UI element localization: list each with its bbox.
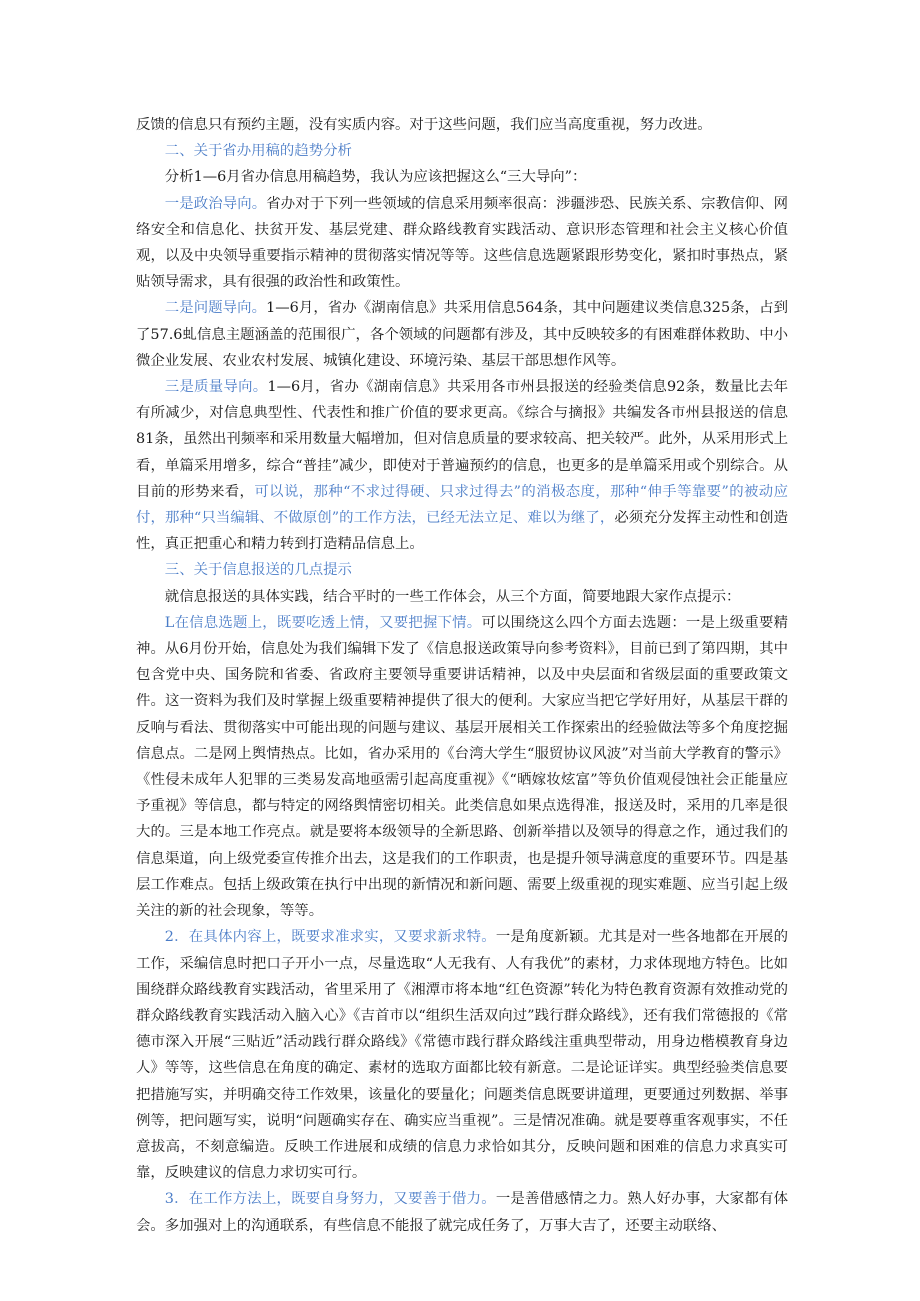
document-body [136,112,788,1239]
section-heading-3: 三、关于信息报送的几点提示 [164,562,352,579]
paragraph-tips-intro: 就信息报送的具体实践，结合平时的一些工作体会，从三个方面，简要地跟大家作点提示： [164,588,741,605]
paragraph-problem-orientation [136,295,788,374]
paragraph-tip-3 [136,1186,788,1238]
body-political: 省办对于下列一些领域的信息采用频率很高：涉疆涉恐、民族关系、宗教信仰、网络安全和信息化、扶贫开发、基层党建、群众路线教育实践活动、意识形态管理和社会主义核心价值观，以及中央领导重要指示精神的贯彻落实情况等等。这些信息选题紧跟形势变化，紧扣时事热点，紧贴领导需求，具有很强的政治性和政策性。 [136,195,788,291]
highlight-quality: 可以说，那种“不求过得硬、只求过得去”的消极态度，那种“伸手等靠要”的被动应付，那种“只当编辑、不做原创”的工作方法，已经无法立足、难以为继了， [136,483,788,527]
lead-problem: 二是问题导向。 [164,300,267,317]
lead-tip-1: L在信息选题上，既要吃透上情，又要把握下情。 [164,614,482,631]
paragraph-trend-intro: 分析1—6月省办信息用稿趋势，我认为应该把握这么“三大导向”： [164,169,587,186]
paragraph-political-orientation [136,191,788,296]
paragraph-tip-2 [136,924,788,1186]
lead-tip-2: 2．在具体内容上，既要求准求实，又要求新求特。 [164,929,496,946]
lead-tip-3: 3．在工作方法上，既要自身努力，又要善于借力。 [164,1191,496,1208]
body-problem: 1—6月，省办《湖南信息》共采用信息564条，其中问题建议类信息325条，占到了57.6虬信息主题涵盖的范围很广，各个领域的问题都有涉及，其中反映较多的有困难群体救助、中小微企业发展、农业农村发展、城镇化建设、环境污染、基层干部思想作风等。 [136,300,788,369]
section-heading-2: 二、关于省办用稿的趋势分析 [164,143,352,160]
body-tip-3: 一是善借感情之力。熟人好办事，大家都有体会。多加强对上的沟通联系，有些信息不能报了就完成任务了，万事大吉了，还要主动联络、 [136,1191,788,1234]
lead-political: 一是政治导向。 [164,195,267,212]
paragraph-continuation: 反馈的信息只有预约主题，没有实质内容。对于这些问题，我们应当高度重视，努力改进。 [136,117,712,133]
paragraph-tip-1 [136,610,788,924]
lead-quality: 三是质量导向。 [164,379,268,396]
body-quality-1: 1—6月，省办《湖南信息》共采用各市州县报送的经验类信息92条，数量比去年有所减少，对信息典型性、代表性和推广价值的要求更高。《综合与摘报》共编发各市州县报送的信息81条，虽然出刊频率和采用数量大幅增加，但对信息质量的要求较高、把关较严。此外，从采用形式上看，单篇采用增多，综合“普挂”减少，即使对于普遍预约的信息，也更多的是单篇采用或个别综合。从目前的形势来看， [136,379,788,500]
body-quality-2: 必须充分发挥主动性和创造性，真正把重心和精力转到打造精品信息上。 [136,510,788,553]
body-tip-1: 可以围绕这么四个方面去选题：一是上级重要精神。从6月份开始，信息处为我们编辑下发了《信息报送政策导向参考资料》，目前已到了第四期，其中包含党中央、国务院和省委、省政府主要领导重要讲话精神，以及中央层面和省级层面的重要政策文件。这一资料为我们及时掌握上级重要精神提供了很大的便利。大家应当把它学好用好，从基层干群的反响与看法、贯彻落实中可能出现的问题与建议、基层开展相关工作探索出的经验做法等多个角度挖掘信息点。二是网上舆情热点。比如，省办采用的《台湾大学生“服贸协议风波”对当前大学教育的警示》《性侵未成年人犯罪的三类易发高地亟需引起高度重视》《“晒嫁妆炫富”等负价值观侵蚀社会正能量应予重视》等信息，都与特定的网络舆情密切相关。此类信息如果点选得准，报送及时，采用的几率是很大的。三是本地工作亮点。就是要将本级领导的全新思路、创新举措以及领导的得意之作，通过我们的信息渠道，向上级党委宣传推介出去，这是我们的工作职责，也是提升领导满意度的重要环节。四是基层工作难点。包括上级政策在执行中出现的新情况和新问题、需要上级重视的现实难题、应当引起上级关注的新的社会现象，等等。 [136,614,788,920]
paragraph-quality-orientation [136,374,788,557]
body-tip-2: 一是角度新颖。尤其是对一些各地都在开展的工作，采编信息时把口子开小一点，尽量选取“人无我有、人有我优”的素材，力求体现地方特色。比如围绕群众路线教育实践活动，省里采用了《湘潭市将本地“红色资源”转化为特色教育资源有效推动党的群众路线教育实践活动入脑入心》《吉首市以“组织生活双向过”践行群众路线》，还有我们常德报的《常德市深入开展“三贴近”活动践行群众路线》《常德市践行群众路线注重典型带动，用身边楷模教育身边人》等等，这些信息在角度的确定、素材的选取方面都比较有新意。二是论证详实。典型经验类信息要把措施写实，并明确交待工作效果，该量化的要量化；问题类信息既要讲道理，更要通过列数据、举事例等，把问题写实，说明“问题确实存在、确实应当重视”。三是情况准确。就是要尊重客观事实，不任意拔高，不刻意编造。反映工作进展和成绩的信息力求恰如其分，反映问题和困难的信息力求真实可靠，反映建议的信息力求切实可行。 [136,929,788,1182]
